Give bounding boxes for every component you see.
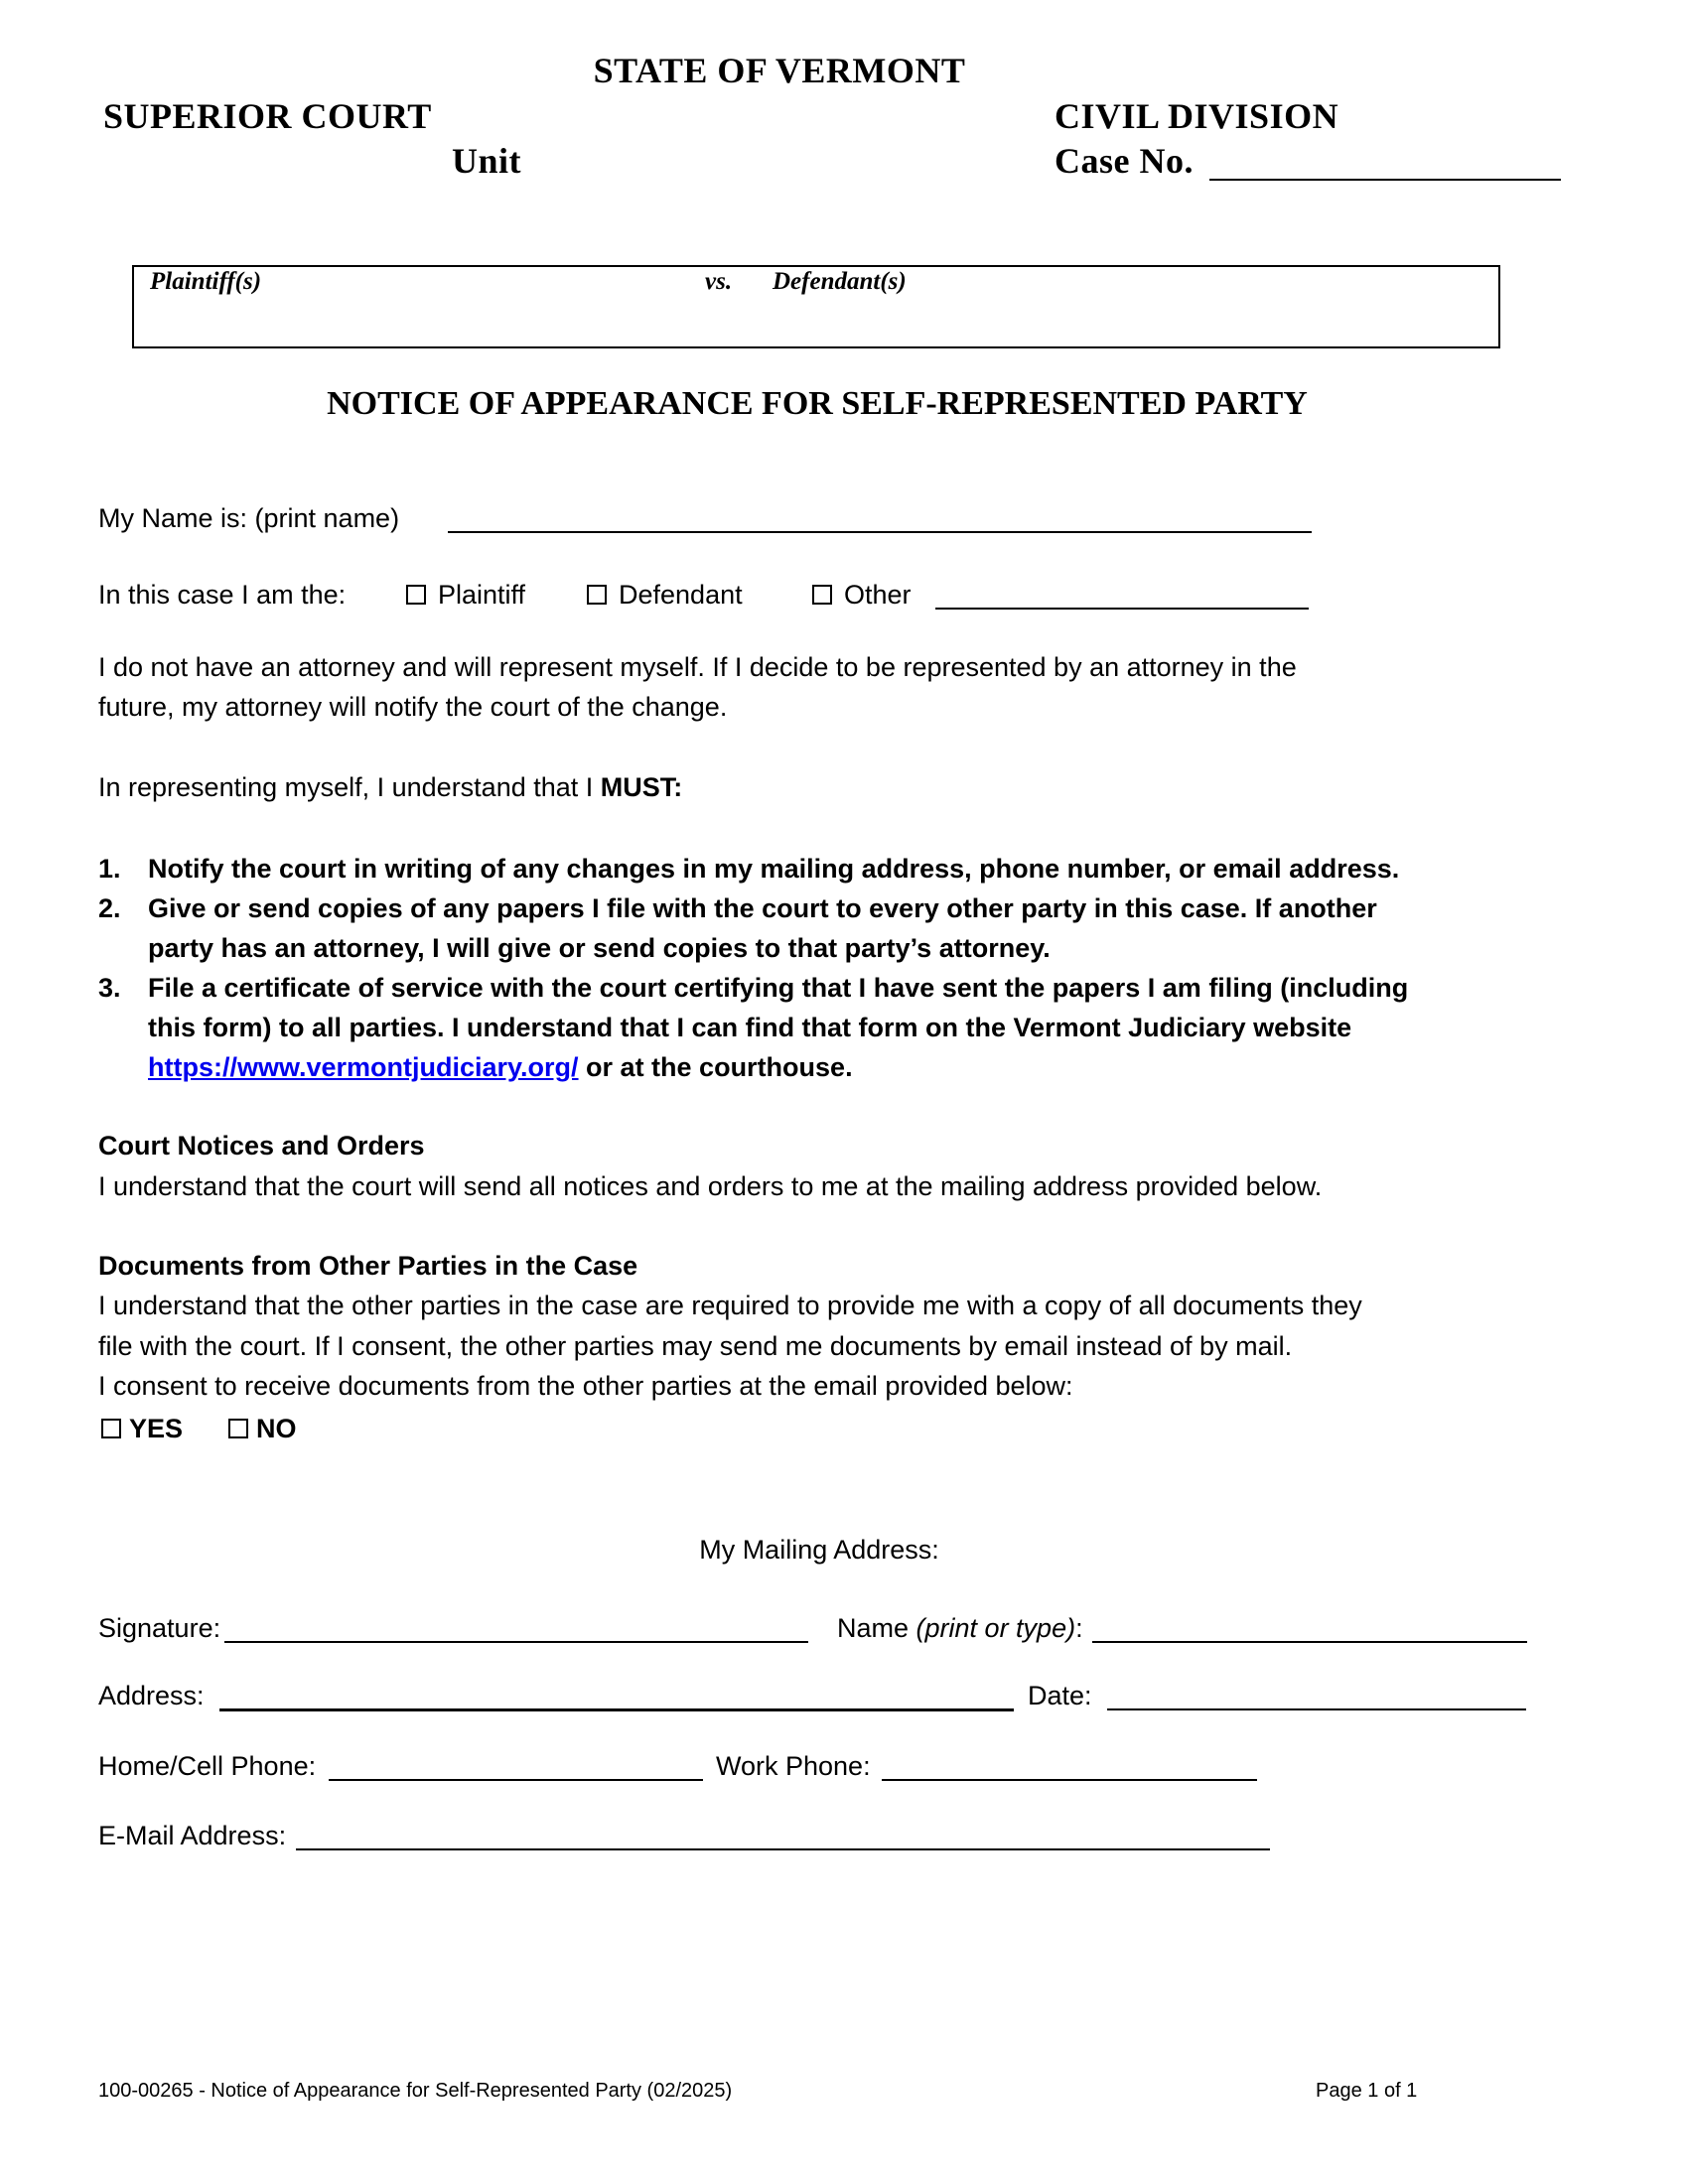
print-name-label-colon: : [1075,1613,1083,1643]
no-label: NO [256,1414,297,1443]
email-field[interactable] [296,1848,1270,1850]
must-list-item-3 [98,968,1548,1087]
must-emphasis: MUST: [600,772,683,802]
print-name-label-text: Name [837,1613,916,1643]
documents-line-3: I consent to receive documents from the other parties at the email provided below: [98,1371,1073,1401]
home-phone-field[interactable] [329,1779,703,1781]
home-phone-label: Home/Cell Phone: [98,1751,317,1781]
name-label: My Name is: (print name) [98,503,400,533]
must-list [98,849,1548,1087]
role-label: In this case I am the: [98,580,347,610]
role-option-other[interactable] [812,575,912,614]
list-item-text: File a certificate of service with the court certifying that I have sent the papers I am filing (including [148,973,1409,1003]
role-option-defendant[interactable] [587,575,743,614]
list-item-text: party has an attorney, I will give or send copies to that party’s attorney. [148,933,1051,963]
other-option-label: Other [844,580,912,610]
must-list-item-2 [98,888,1548,968]
address-field[interactable] [219,1708,1014,1711]
date-label: Date: [1028,1681,1092,1710]
court-heading: SUPERIOR COURT [103,96,432,136]
other-checkbox[interactable] [812,585,832,605]
signature-label: Signature: [98,1613,221,1643]
defendant-option-label: Defendant [619,580,743,610]
documents-line-2: file with the court. If I consent, the other parties may send me documents by email instead of by mail. [98,1331,1293,1361]
yes-label: YES [129,1414,184,1443]
name-input[interactable] [448,531,1312,533]
court-notices-text: I understand that the court will send all notices and orders to me at the mailing address provided below. [98,1171,1323,1201]
address-label: Address: [98,1681,205,1710]
print-name-label [837,1608,1083,1648]
plaintiff-label: Plaintiff(s) [150,268,262,295]
vs-label: vs. [705,268,733,295]
no-attorney-line-2: future, my attorney will notify the court of the change. [98,692,728,722]
page-title: NOTICE OF APPEARANCE FOR SELF-REPRESENTED PARTY [327,385,1308,422]
case-no-field[interactable] [1209,179,1561,181]
signature-field[interactable] [224,1641,808,1643]
consent-no-option[interactable] [228,1409,297,1448]
vermont-judiciary-link[interactable]: https://www.vermontjudiciary.org/ [148,1052,579,1082]
link-trailing-text: or at the courthouse. [578,1052,853,1082]
consent-yes-option[interactable] [101,1409,183,1448]
division-heading: CIVIL DIVISION [1055,96,1339,136]
state-heading: STATE OF VERMONT [593,51,966,90]
no-checkbox[interactable] [228,1419,248,1438]
must-intro-text: In representing myself, I understand that I [98,772,601,802]
unit-label: Unit [452,141,522,181]
yes-checkbox[interactable] [101,1419,121,1438]
work-phone-field[interactable] [882,1779,1257,1781]
must-list-item-1 [98,849,1548,888]
documents-heading: Documents from Other Parties in the Case [98,1251,638,1281]
print-name-field[interactable] [1092,1641,1527,1643]
list-item-text: this form) to all parties. I understand that I can find that form on the Vermont Judiciary website [148,1013,1352,1042]
list-number: 2. [98,893,121,923]
plaintiff-checkbox[interactable] [406,585,426,605]
work-phone-label: Work Phone: [716,1751,871,1781]
email-label: E-Mail Address: [98,1821,287,1850]
form-id-footer: 100-00265 - Notice of Appearance for Self-Represented Party (02/2025) [98,2080,733,2102]
documents-line-1: I understand that the other parties in the case are required to provide me with a copy of all documents they [98,1291,1362,1320]
other-role-input[interactable] [935,608,1309,610]
plaintiff-option-label: Plaintiff [438,580,526,610]
list-item-text: Give or send copies of any papers I file with the court to every other party in this case. If another [148,893,1377,923]
role-option-plaintiff[interactable] [406,575,525,614]
case-no-label: Case No. [1055,141,1194,181]
court-notices-heading: Court Notices and Orders [98,1131,425,1160]
list-item-text: Notify the court in writing of any changes in my mailing address, phone number, or email address. [148,854,1400,884]
list-number: 3. [98,973,121,1003]
mailing-address-heading: My Mailing Address: [699,1535,939,1565]
print-name-label-italic: (print or type) [915,1613,1076,1643]
defendant-checkbox[interactable] [587,585,607,605]
list-number: 1. [98,854,121,884]
no-attorney-line-1: I do not have an attorney and will represent myself. If I decide to be represented by an attorney in the [98,652,1297,682]
defendant-label: Defendant(s) [773,268,907,295]
list-item-link-line [148,1047,1548,1087]
date-field[interactable] [1107,1708,1526,1710]
page-number: Page 1 of 1 [1316,2080,1418,2102]
must-intro [98,767,682,807]
